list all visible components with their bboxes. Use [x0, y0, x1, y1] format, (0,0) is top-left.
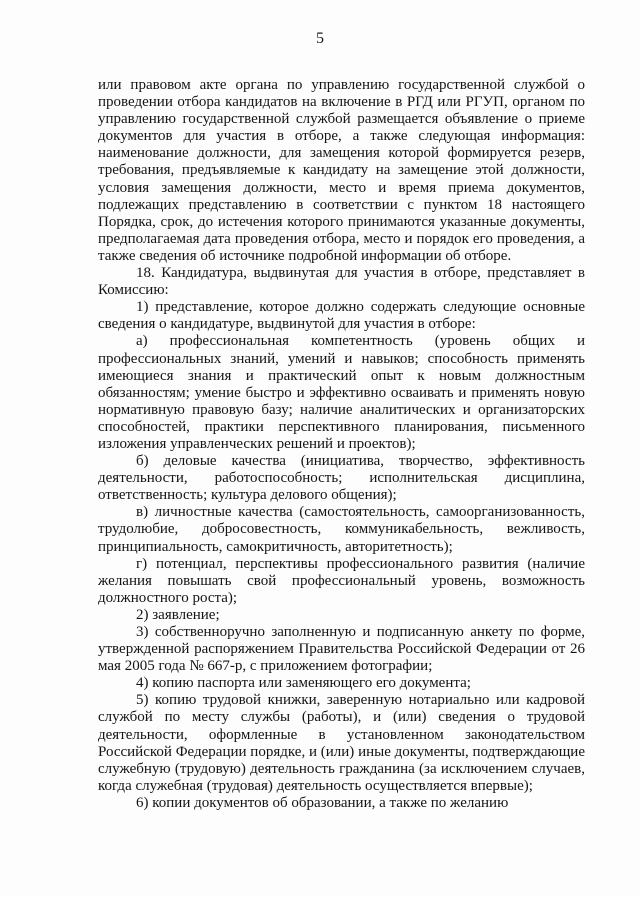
list-item-4-passport: 4) копию паспорта или заменяющего его документа; [136, 675, 471, 692]
list-item-b-business-qualities: б) деловые качества (инициатива, творчество, эффективность деятельности, работоспособность; исполнительская дисциплина, ответственность; культура делового общения); [98, 453, 585, 504]
list-item-5-work-record: 5) копию трудовой книжки, заверенную нотариально или кадровой службой по месту службы (работы), и (или) сведения о трудовой деятельности, оформленные в установленном законодательством Российской Федерации порядке, и (или) иные документы, подтверждающие служебную (трудовую) деятельность гражданина (за исключением случаев, когда служебная (трудовая) деятельность осуществляется впервые); [98, 692, 585, 794]
list-item-2-application: 2) заявление; [136, 606, 220, 623]
paragraph-clause-18: 18. Кандидатура, выдвинутая для участия в отборе, представляет в Комиссию: [98, 265, 585, 299]
document-body [98, 77, 585, 812]
list-item-1-submission: 1) представление, которое должно содержать следующие основные сведения о кандидатуре, выдвинутой для участия в отборе: [98, 299, 585, 333]
list-item-6-education: 6) копии документов об образовании, а также по желанию [136, 794, 509, 811]
list-item-g-potential: г) потенциал, перспективы профессионального развития (наличие желания повышать свой профессиональный уровень, возможность должностного роста); [98, 555, 585, 606]
list-item-v-personal-qualities: в) личностные качества (самостоятельность, самоорганизованность, трудолюбие, добросовестность, коммуникабельность, вежливость, принципиальность, самокритичность, авторитетность); [98, 504, 585, 555]
paragraph-announcement-info: или правовом акте органа по управлению государственной службой о проведении отбора кандидатов на включение в РГД или РГУП, органом по управлению государственной службой размещается объявление о приеме документов для участия в отборе, а также следующая информация: наименование должности, для замещения которой формируется резерв, требования, предъявляемые к кандидату на замещение этой должности, условия замещения должности, место и время приема документов, подлежащих представлению в соответствии с пунктом 18 настоящего Порядка, срок, до истечения которого принимаются указанные документы, предполагаемая дата проведения отбора, место и порядок его проведения, а также сведения об источнике подробной информации об отборе. [98, 77, 585, 264]
list-item-a-competence: а) профессиональная компетентность (уровень общих и профессиональных знаний, умений и навыков; способность применять имеющиеся знания и практический опыт к новым должностным обязанностям; умение быстро и эффективно осваивать и применять новую нормативную правовую базу; наличие аналитических и организаторских способностей, практики перспективного планирования, письменного изложения управленческих решений и проектов); [98, 333, 585, 452]
list-item-3-questionnaire: 3) собственноручно заполненную и подписанную анкету по форме, утвержденной распоряжением Правительства Российской Федерации от 26 мая 2005 года № 667-р, с приложением фотографии; [98, 624, 585, 675]
page-number: 5 [316, 30, 324, 47]
